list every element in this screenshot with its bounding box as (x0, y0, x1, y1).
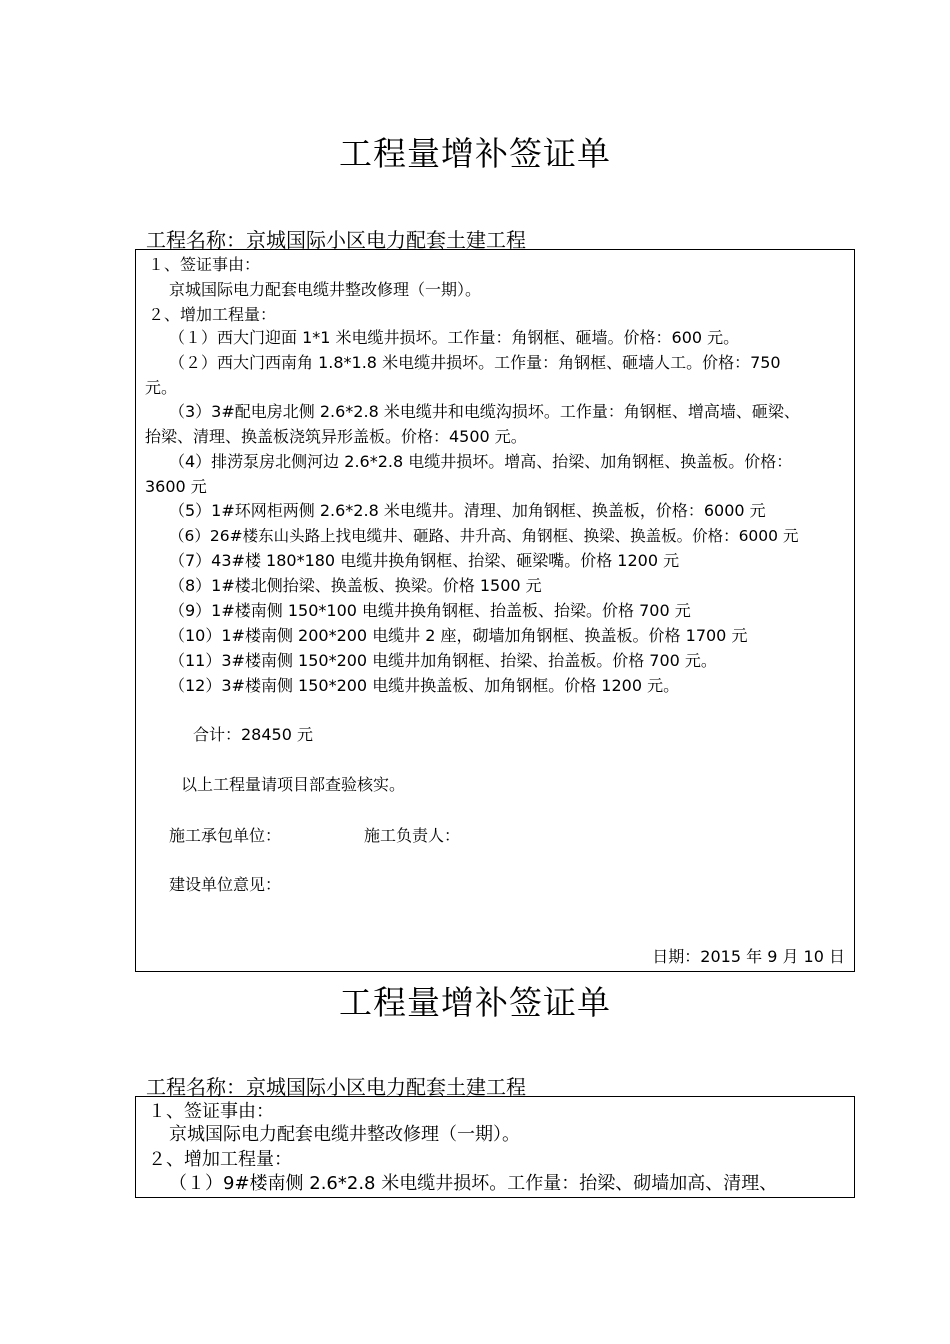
item-line: 抬梁、清理、换盖板浇筑异形盖板。价格：4500 元。 (145, 427, 527, 446)
item-line: （２）西大门西南角 1.8*1.8 米电缆井损坏。工作量：角钢框、砸墙人工。价格：750 (169, 353, 781, 372)
reason-heading: １、签证事由： (148, 1101, 274, 1122)
manager-label: 施工负责人： (364, 826, 461, 845)
reason-heading: １、签证事由： (148, 255, 261, 274)
project-name: 工程名称：京城国际小区电力配套土建工程 (146, 228, 526, 252)
item-line: （10）1#楼南侧 200*200 电缆井 2 座，砌墙加角钢框、换盖板。价格 1700 元 (169, 626, 748, 645)
form-box (135, 249, 855, 972)
item-line: （3）3#配电房北侧 2.6*2.8 米电缆井和电缆沟损坏。工作量：角钢框、增高墙、砸梁、 (169, 402, 800, 421)
item-line: 3600 元 (145, 477, 207, 496)
item-line: （5）1#环网柜两侧 2.6*2.8 米电缆井。清理、加角钢框、换盖板，价格：6000 元 (169, 501, 766, 520)
verify-note: 以上工程量请项目部查验核实。 (181, 775, 406, 794)
item-line: （7）43#楼 180*180 电缆井换角钢框、抬梁、砸梁嘴。价格 1200 元 (169, 551, 680, 570)
item-line: （8）1#楼北侧抬梁、换盖板、换梁。价格 1500 元 (169, 576, 542, 595)
form-box (135, 1096, 855, 1198)
item-line: （11）3#楼南侧 150*200 电缆井加角钢框、抬梁、抬盖板。价格 700 元。 (169, 651, 717, 670)
project-name: 工程名称：京城国际小区电力配套土建工程 (146, 1075, 526, 1099)
items-heading: ２、增加工程量： (148, 1149, 292, 1170)
date: 日期：2015 年 9 月 10 日 (652, 947, 845, 966)
item-line: （9）1#楼南侧 150*100 电缆井换角钢框、抬盖板、抬梁。价格 700 元 (169, 601, 691, 620)
item-line: （4）排涝泵房北侧河边 2.6*2.8 电缆井损坏。增高、抬梁、加角钢框、换盖板。价格： (169, 452, 793, 471)
item-line: （6）26#楼东山头路上找电缆井、砸路、井升高、角钢框、换梁、换盖板。价格：6000 元 (169, 527, 799, 545)
item-line: （１）西大门迎面 1*1 米电缆井损坏。工作量：角钢框、砸墙。价格：600 元。 (169, 328, 740, 347)
total: 合计：28450 元 (193, 725, 313, 744)
form-title: 工程量增补签证单 (339, 134, 611, 173)
items-heading: ２、增加工程量： (148, 305, 277, 324)
form-title: 工程量增补签证单 (339, 983, 611, 1022)
contractor-label: 施工承包单位： (169, 826, 282, 845)
item-line: （12）3#楼南侧 150*200 电缆井换盖板、加角钢框。价格 1200 元。 (169, 676, 680, 695)
reason-text: 京城国际电力配套电缆井整改修理（一期）。 (169, 280, 482, 299)
reason-text: 京城国际电力配套电缆井整改修理（一期）。 (169, 1124, 520, 1145)
owner-opinion-label: 建设单位意见： (169, 875, 282, 894)
item-line: 元。 (145, 378, 178, 397)
item-line: （１）9#楼南侧 2.6*2.8 米电缆井损坏。工作量：抬梁、砌墙加高、清理、 (169, 1173, 778, 1194)
